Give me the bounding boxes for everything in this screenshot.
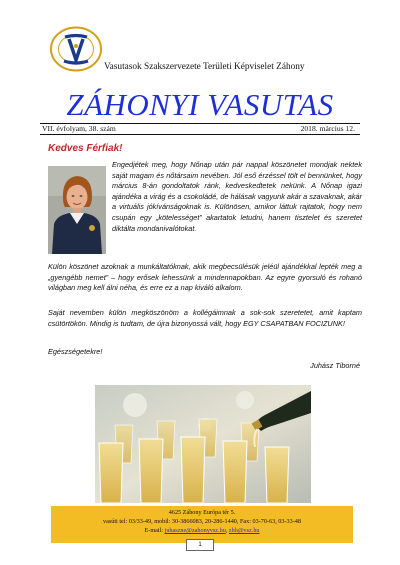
email-prefix: E-mail: <box>144 527 165 534</box>
champagne-glasses-photo <box>95 385 311 503</box>
email-link-1[interactable]: juhaszne@zahonyvsz.hu <box>164 527 226 534</box>
issue-date: 2018. március 12. <box>300 124 355 133</box>
article-paragraph-1: Engedjétek meg, hogy Nőnap után pár nappal köszönetet mondjak nektek saját magam és nőtársaim nevében. Jól eső érzéssel tölt el bennünket, hogy március 8-án gondoltatok ránk, kedveskedtetek nekünk. A Nőnap igazi ajándéka a virág és a csokoládé, de hálásak vagyunk akár a szavaknak, akár a virtuális jókívánságoknak is. Különösen, amikor láttuk rajtatok, hogy nem csupán egy „kötelességet” akartatok letudni, hanem tisztelet és szeretet diktálta mondanivalótokat. <box>112 160 362 233</box>
email-link-2[interactable]: zhh@vsz.hu <box>228 527 260 534</box>
footer-phones: vasúti tel: 03/33-49, mobil: 30-3866083, 20-286-1440, Fax: 03-70-63, 03-33-48 <box>103 518 301 525</box>
page-number: 1 <box>186 539 214 551</box>
masthead-rule-bottom <box>40 134 360 135</box>
article-signature: Juhász Tiborné <box>310 361 360 370</box>
issue-number: VII. évfolyam, 38. szám <box>42 124 116 133</box>
union-logo <box>50 26 102 72</box>
article-closing: Egészségetekre! <box>48 347 103 356</box>
footer-contact-box <box>51 506 353 543</box>
article-salutation: Kedves Férfiak! <box>48 143 123 154</box>
footer-email-line <box>51 527 353 534</box>
organization-name: Vasutasok Szakszervezete Területi Képviselet Záhony <box>104 62 305 72</box>
footer-address: 4625 Záhony Európa tér 5. <box>168 509 236 516</box>
author-photo <box>48 166 106 254</box>
article-paragraph-3: Saját nevemben külön megköszönöm a kollégáimnak a sok-sok szeretetet, amit kaptam csütörtökön. Mindig is tudtam, de újra bizonyossá vált, hogy EGY CSAPATBAN FOCIZUNK! <box>48 308 362 328</box>
newsletter-masthead: ZÁHONYI VASUTAS <box>66 87 334 122</box>
article-paragraph-2: Külön köszönet azoknak a munkáltatóknak, akik megbecsülésük jeléül ajándékkal lepték meg a „gyengébb nemet” – hogy erősek lehessünk a mindennapokban. Az egyre gyorsuló és rohanó világban meg kell álni néha, és erre ez a nap kiváló alkalom. <box>48 262 362 293</box>
email-separator: , <box>225 527 229 534</box>
